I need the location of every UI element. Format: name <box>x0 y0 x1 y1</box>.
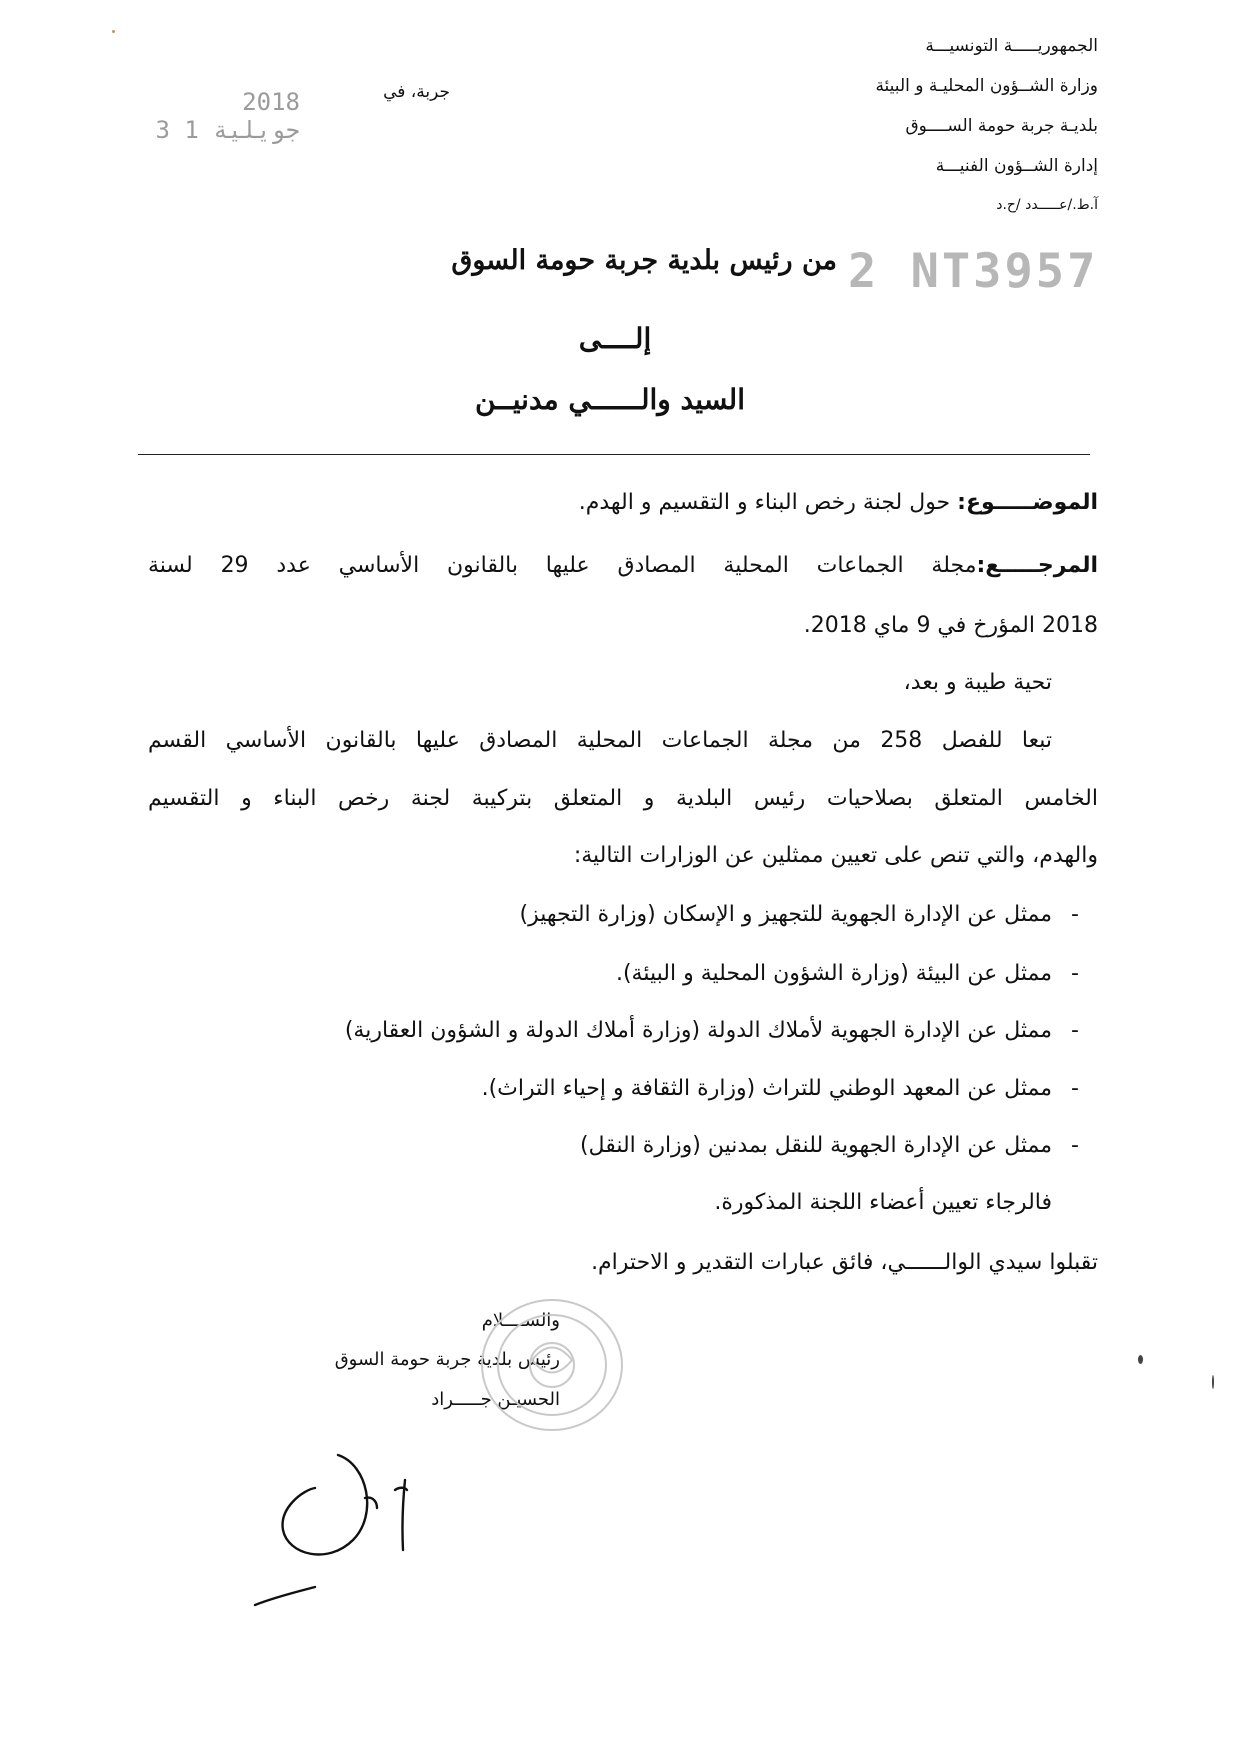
scan-speck <box>1138 1355 1143 1364</box>
signature-salutation: والســــلام <box>481 1310 560 1331</box>
letterhead <box>838 38 1098 238</box>
signature-title: رئيس بلدية جربة حومة السوق <box>334 1349 560 1370</box>
to-label: إلــــى <box>578 322 652 355</box>
letterhead-department: إدارة الشــؤون الفنيـــة <box>935 156 1098 176</box>
signature-name: الحسيـن جـــــراد <box>431 1389 560 1410</box>
divider-line <box>138 454 1090 455</box>
letterhead-municipality: بلديـة جربة حومة الســــوق <box>905 116 1098 136</box>
closing-line: تقبلوا سيدي الوالــــــي، فائق عبارات التقدير و الاحترام. <box>591 1250 1098 1275</box>
list-item: -ممثل عن الإدارة الجهوية للنقل بمدنين (وزارة النقل) <box>579 1133 1079 1158</box>
place-date-label: جربة، في <box>383 82 450 102</box>
date-stamp: 2018 جويلية 1 3 <box>155 88 300 144</box>
scan-speck <box>1212 1375 1214 1389</box>
subject-label: الموضـــــوع: <box>957 490 1098 515</box>
reference-number-stamp: 2 NT3957 <box>848 244 1099 299</box>
list-item: -ممثل عن الإدارة الجهوية لأملاك الدولة (وزارة أملاك الدولة و الشؤون العقارية) <box>344 1018 1079 1043</box>
paragraph-line-2: الخامس المتعلق بصلاحيات رئيس البلدية و المتعلق بتركيبة لجنة رخص البناء و التقسيم <box>148 786 1098 811</box>
reference-line-2: 2018 المؤرخ في 9 ماي 2018. <box>803 613 1098 638</box>
reference-line-1 <box>148 553 1098 578</box>
list-item: -ممثل عن المعهد الوطني للتراث (وزارة الثقافة و إحياء التراث). <box>481 1076 1079 1101</box>
sender-title: من رئيس بلدية جربة حومة السوق <box>451 245 837 276</box>
letterhead-country: الجمهوريـــــة التونسيـــة <box>925 36 1098 56</box>
list-item: -ممثل عن الإدارة الجهوية للتجهيز و الإسكان (وزارة التجهيز) <box>519 902 1079 927</box>
letterhead-reference-label: آ.ط./عـــــدد /ح.د <box>996 197 1098 213</box>
paragraph-line-1: تبعا للفصل 258 من مجلة الجماعات المحلية المصادق عليها بالقانون الأساسي القسم <box>148 728 1053 753</box>
subject-line <box>148 490 1098 515</box>
recipient-title: السيد والــــــي مدنيــن <box>475 383 745 416</box>
subject-text: حول لجنة رخص البناء و التقسيم و الهدم. <box>578 490 951 515</box>
list-item: -ممثل عن البيئة (وزارة الشؤون المحلية و البيئة). <box>615 961 1079 986</box>
scan-speck <box>112 30 115 33</box>
greeting: تحية طيبة و بعد، <box>903 670 1052 695</box>
paragraph-line-3: والهدم، والتي تنص على تعيين ممثلين عن الوزارات التالية: <box>573 843 1098 868</box>
handwritten-signature <box>250 1420 430 1620</box>
reference-label: المرجـــــع: <box>976 553 1098 578</box>
official-seal-stamp <box>472 1290 632 1440</box>
letterhead-ministry: وزارة الشــؤون المحليـة و البيئة <box>875 76 1098 96</box>
reference-text-1: مجلة الجماعات المحلية المصادق عليها بالقانون الأساسي عدد 29 لسنة <box>148 553 977 578</box>
request-line: فالرجاء تعيين أعضاء اللجنة المذكورة. <box>714 1190 1052 1215</box>
